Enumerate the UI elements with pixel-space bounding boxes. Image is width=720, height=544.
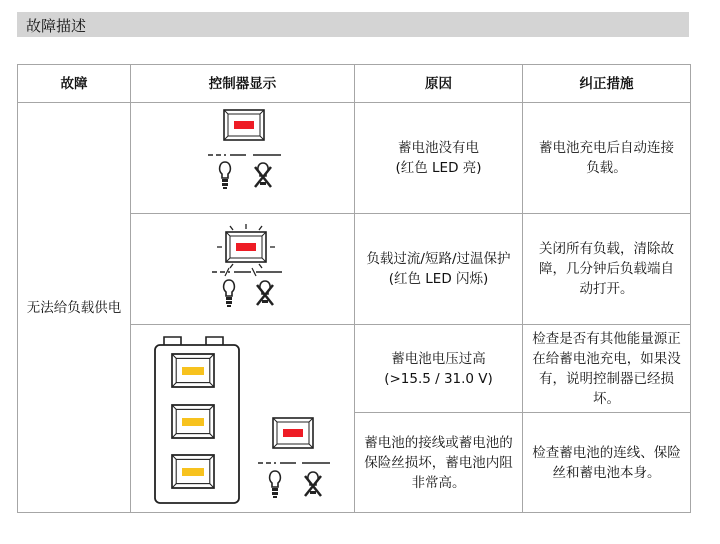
section-title-bar: [17, 12, 689, 37]
display-cell-battery: [131, 325, 355, 513]
header-cause: 原因: [355, 65, 523, 103]
fault-cell: [18, 103, 131, 513]
cause-text: 蓄电池没有电 (红色 LED 亮): [395, 140, 482, 176]
remedy-text: 蓄电池充电后自动连接负载。: [539, 140, 674, 176]
header-fault: 故障: [18, 65, 131, 103]
cause-text: 蓄电池的接线或蓄电池的保险丝损坏，蓄电池内阻非常高。: [364, 434, 513, 491]
header-remedy: 纠正措施: [523, 65, 691, 103]
cause-cell: [355, 103, 523, 214]
cause-text: 负载过流/短路/过温保护 (红色 LED 闪烁): [366, 251, 511, 287]
fault-table: [17, 64, 691, 513]
remedy-cell: [523, 413, 691, 513]
remedy-cell: [523, 325, 691, 413]
display-cell-overload: [131, 214, 355, 325]
remedy-text: 检查蓄电池的连线、保险丝和蓄电池本身。: [532, 444, 681, 481]
cause-cell: [355, 214, 523, 325]
cause-text: 蓄电池电压过高 (>15.5 / 31.0 V): [384, 350, 493, 387]
cause-cell: [355, 325, 523, 413]
section-title: 故障描述: [26, 17, 87, 35]
fault-text: 无法给负载供电: [26, 299, 122, 316]
table-row: [18, 103, 691, 214]
remedy-text: 关闭所有负载，清除故障，几分钟后负载端自动打开。: [539, 241, 674, 297]
cause-cell: [355, 413, 523, 513]
display-cell-battery-empty: [131, 103, 355, 214]
header-display: 控制器显示: [131, 65, 355, 103]
remedy-text: 检查是否有其他能量源正在给蓄电池充电，如果没有，说明控制器已经损坏。: [532, 330, 681, 407]
remedy-cell: [523, 214, 691, 325]
remedy-cell: [523, 103, 691, 214]
table-header-row: [18, 65, 691, 103]
